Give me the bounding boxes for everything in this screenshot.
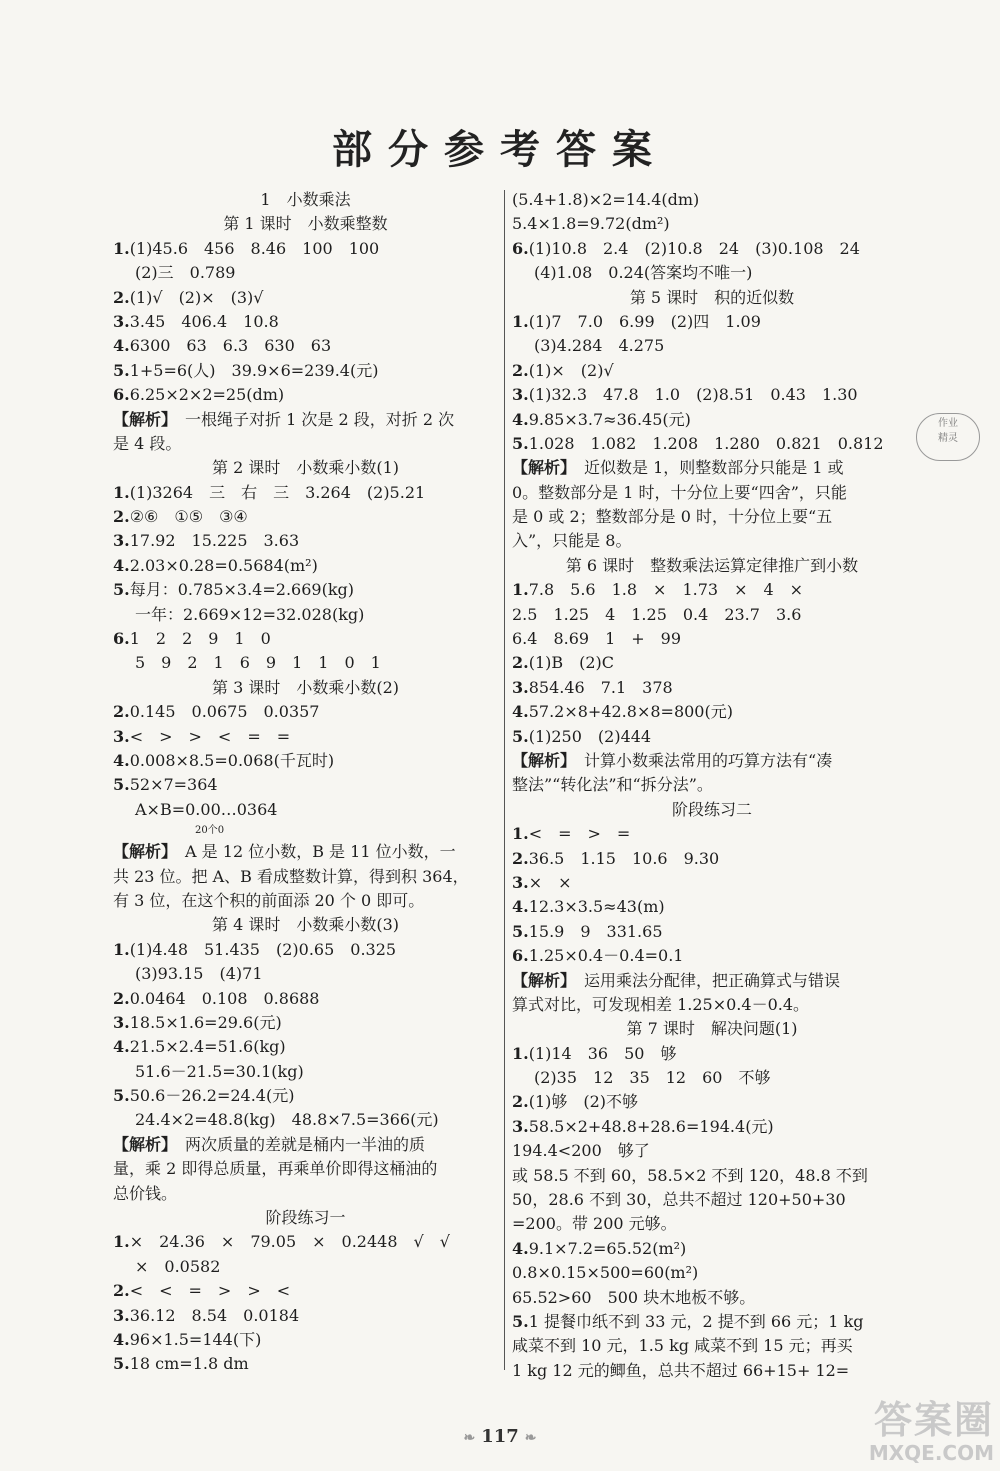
answer-text: 52×7=364 [129, 775, 218, 795]
answer-text: 18 cm=1.8 dm [129, 1354, 249, 1374]
answer-text: 2.5 1.25 4 1.25 0.4 23.7 3.6 [512, 604, 802, 624]
answer-text: ②⑥ ①⑤ ③④ [129, 507, 248, 527]
answer-text: 12.3×3.5≈43(m) [528, 897, 665, 917]
answer-text: 或 58.5 不到 60，58.5×2 不到 120，48.8 不到 [512, 1165, 868, 1185]
answer-line [512, 237, 912, 261]
answer-line [512, 310, 912, 334]
answer-line [113, 1182, 498, 1206]
answer-line [113, 554, 498, 578]
stamp-line-1: 作业 [938, 418, 958, 429]
answer-text: < > > < = = [129, 726, 291, 746]
answer-line [512, 1090, 912, 1114]
answer-text: 96×1.5=144(下) [129, 1329, 262, 1349]
answer-line [113, 1352, 498, 1376]
answer-line [113, 798, 498, 822]
answer-line [512, 383, 912, 407]
answer-line [512, 651, 912, 675]
answer-text: 是 0 或 2；整数部分是 0 时，十分位上要“五 [512, 507, 833, 527]
question-number: 5. [113, 360, 130, 380]
logo-stamp [916, 413, 980, 461]
answer-text: (1)√ (2)× (3)√ [129, 287, 264, 307]
question-number: 1. [113, 1232, 130, 1252]
answer-text: 总价钱。 [113, 1183, 178, 1203]
section-heading [113, 188, 498, 212]
answer-line [512, 773, 912, 797]
answer-line [512, 1139, 912, 1163]
question-number: 2. [113, 988, 130, 1008]
section-heading [512, 554, 912, 578]
answer-text: 3.45 406.4 10.8 [129, 311, 279, 331]
question-number: 4. [512, 897, 529, 917]
question-number: 4. [113, 750, 130, 770]
answer-line [512, 676, 912, 700]
answer-text: (1)7 7.0 6.99 (2)四 1.09 [528, 311, 761, 331]
analysis-tag: 【解析】 [113, 409, 170, 429]
question-number: 1. [512, 824, 529, 844]
answer-text: (1)250 (2)444 [528, 726, 652, 746]
answer-text: 1 提餐巾纸不到 33 元，2 提不到 66 元；1 kg [528, 1311, 864, 1331]
answer-text: A 是 12 位小数，B 是 11 位小数，一 [185, 842, 456, 862]
answer-text: 咸菜不到 10 元，1.5 kg 咸菜不到 15 元；再买 [512, 1336, 853, 1356]
answer-line [113, 840, 498, 864]
answer-line [512, 456, 912, 480]
answer-text: (1)4.48 51.435 (2)0.65 0.325 [129, 939, 397, 959]
watermark-url: MXQE.COM [868, 1441, 994, 1465]
answer-text: 第 4 课时 小数乘小数(3) [211, 915, 400, 935]
question-number: 2. [113, 702, 130, 722]
answer-text: (2)35 12 35 12 60 不够 [534, 1068, 771, 1088]
answer-text: 0.145 0.0675 0.0357 [129, 702, 320, 722]
answer-text: 58.5×2+48.8+28.6=194.4(元) [528, 1116, 774, 1136]
answer-line [113, 603, 498, 627]
answer-text: 每月：0.785×3.4=2.669(kg) [129, 580, 354, 600]
answer-line [113, 700, 498, 724]
answer-text: 入”，只能是 8。 [512, 531, 632, 551]
answer-line [113, 1084, 498, 1108]
answer-text: < = > = [528, 824, 631, 844]
question-number: 5. [113, 775, 130, 795]
answer-text: 5.4×1.8=9.72(dm²) [512, 214, 670, 234]
analysis-tag: 【解析】 [512, 970, 569, 990]
answer-line [113, 822, 498, 840]
answer-line [512, 1359, 912, 1383]
question-number: 4. [113, 336, 130, 356]
page-number: ❧ 117 ❧ [0, 1426, 1000, 1447]
question-number: 1. [512, 580, 529, 600]
answer-line [113, 1304, 498, 1328]
answer-line [113, 1157, 498, 1181]
answer-text: 2.03×0.28=0.5684(m²) [129, 555, 318, 575]
answer-text: A×B=0.00…0364 [135, 799, 278, 819]
answer-line [113, 889, 498, 913]
answer-text: (1)10.8 2.4 (2)10.8 24 (3)0.108 24 [528, 238, 860, 258]
answer-text: 一年：2.669×12=32.028(kg) [135, 604, 365, 624]
answer-text: 17.92 15.225 3.63 [129, 531, 300, 551]
answer-line [113, 1230, 498, 1254]
answer-text: × × [528, 872, 572, 892]
answer-line [113, 725, 498, 749]
answer-text: =200。带 200 元够。 [512, 1214, 677, 1234]
answer-line [512, 212, 912, 236]
answer-text: 5 9 2 1 6 9 1 1 0 1 [135, 653, 381, 673]
answer-line [512, 627, 912, 651]
answer-text: 整法”“转化法”和“拆分法”。 [512, 775, 713, 795]
answer-line [512, 1042, 912, 1066]
answer-text: × 24.36 × 79.05 × 0.2448 √ √ [129, 1232, 450, 1252]
answer-text: 算式对比，可发现相差 1.25×0.4－0.4。 [512, 994, 810, 1014]
answer-text: 第 3 课时 小数乘小数(2) [211, 677, 400, 697]
question-number: 5. [512, 921, 529, 941]
answer-text: 36.5 1.15 10.6 9.30 [528, 848, 720, 868]
answer-line [113, 578, 498, 602]
answer-text: 1.25×0.4－0.4=0.1 [528, 946, 684, 966]
question-number: 3. [113, 726, 130, 746]
answer-text: 计算小数乘法常用的巧算方法有“凑 [584, 750, 833, 770]
answer-line [113, 1255, 498, 1279]
answer-text: 15.9 9 331.65 [528, 921, 663, 941]
answer-text: (1)3264 三 右 三 3.264 (2)5.21 [129, 482, 426, 502]
answer-line [113, 408, 498, 432]
section-heading [113, 676, 498, 700]
answer-line [512, 847, 912, 871]
answer-text: 50.6－26.2=24.4(元) [129, 1086, 295, 1106]
answer-text: (3)4.284 4.275 [534, 336, 665, 356]
section-heading [512, 1017, 912, 1041]
question-number: 1. [512, 1043, 529, 1063]
answer-text: 1+5=6(人) 39.9×6=239.4(元) [129, 360, 379, 380]
answer-line [512, 895, 912, 919]
question-number: 3. [512, 872, 529, 892]
answer-text: 有 3 位，在这个积的前面添 20 个 0 即可。 [113, 890, 425, 910]
answer-text: 6300 63 6.3 630 63 [129, 336, 332, 356]
answer-line [113, 865, 498, 889]
answer-text: 阶段练习一 [265, 1208, 346, 1228]
watermark-main: 答案圈 [873, 1398, 994, 1442]
answer-line [113, 359, 498, 383]
answer-text: 第 6 课时 整数乘法运算定律推广到小数 [565, 555, 859, 575]
question-number: 4. [512, 409, 529, 429]
answer-line [113, 1328, 498, 1352]
answer-line [512, 749, 912, 773]
answer-line [512, 529, 912, 553]
question-number: 5. [113, 580, 130, 600]
answer-text: (1)够 (2)不够 [528, 1092, 639, 1112]
answer-line [512, 1164, 912, 1188]
answer-text: (2)三 0.789 [135, 263, 236, 283]
answer-line [113, 1011, 498, 1035]
question-number: 6. [512, 946, 529, 966]
answer-text: 0.0464 0.108 0.8688 [129, 988, 320, 1008]
answer-text: (3)93.15 (4)71 [135, 964, 263, 984]
answer-text: 6.4 8.69 1 + 99 [512, 629, 682, 649]
question-number: 3. [512, 677, 529, 697]
answer-line [512, 578, 912, 602]
question-number: 4. [113, 1037, 130, 1057]
question-number: 1. [113, 939, 130, 959]
question-number: 6. [512, 238, 529, 258]
section-heading [113, 1206, 498, 1230]
answer-text: 共 23 位。把 A、B 看成整数计算，得到积 364， [113, 866, 469, 886]
answer-line [512, 1334, 912, 1358]
answer-text: 第 1 课时 小数乘整数 [223, 214, 388, 234]
answer-line [113, 773, 498, 797]
question-number: 2. [113, 287, 130, 307]
answer-line [512, 603, 912, 627]
right-answer-column [512, 188, 912, 1383]
answer-line [512, 969, 912, 993]
analysis-tag: 【解析】 [113, 1134, 170, 1154]
answer-text: 两次质量的差就是桶内一半油的质 [185, 1134, 426, 1154]
answer-text: 0.008×8.5=0.068(千瓦时) [129, 750, 335, 770]
answer-line [512, 261, 912, 285]
answer-text: 57.2×8+42.8×8=800(元) [528, 702, 733, 722]
answer-line [512, 481, 912, 505]
question-number: 6. [113, 385, 130, 405]
question-number: 3. [113, 1012, 130, 1032]
page-title: 部分参考答案 [332, 126, 668, 173]
question-number: 5. [512, 726, 529, 746]
answer-line [512, 408, 912, 432]
answer-text: 阶段练习二 [671, 799, 752, 819]
answer-line [113, 938, 498, 962]
answer-line [512, 920, 912, 944]
answer-line [113, 1108, 498, 1132]
answer-line [113, 1133, 498, 1157]
section-heading [512, 286, 912, 310]
answer-line [113, 529, 498, 553]
question-number: 2. [113, 507, 130, 527]
answer-text: 36.12 8.54 0.0184 [129, 1305, 300, 1325]
question-number: 1. [113, 238, 130, 258]
answer-line [512, 700, 912, 724]
answer-text: (4)1.08 0.24(答案均不唯一) [534, 263, 753, 283]
answer-text: 6.25×2×2=25(dm) [129, 385, 285, 405]
answer-text: 第 5 课时 积的近似数 [629, 287, 795, 307]
section-heading [113, 456, 498, 480]
answer-text: 1 小数乘法 [260, 190, 351, 209]
answer-text: (5.4+1.8)×2=14.4(dm) [512, 190, 700, 209]
answer-line [113, 334, 498, 358]
question-number: 2. [512, 848, 529, 868]
answer-line [113, 237, 498, 261]
answer-text: 7.8 5.6 1.8 × 1.73 × 4 × [528, 580, 804, 600]
answer-line [512, 1237, 912, 1261]
question-number: 3. [113, 311, 130, 331]
question-number: 2. [512, 1092, 529, 1112]
question-number: 4. [512, 1238, 529, 1258]
answer-line [512, 432, 912, 456]
question-number: 5. [512, 433, 529, 453]
answer-line [113, 627, 498, 651]
answer-text: 量，乘 2 即得总质量，再乘单价即得这桶油的 [113, 1159, 438, 1179]
section-heading [113, 913, 498, 937]
answer-line [512, 1188, 912, 1212]
answer-text: 51.6－21.5=30.1(kg) [135, 1061, 304, 1081]
answer-text: 18.5×1.6=29.6(元) [129, 1012, 282, 1032]
question-number: 2. [512, 653, 529, 673]
answer-text: 是 4 段。 [113, 433, 182, 453]
question-number: 1. [113, 482, 130, 502]
answer-line [113, 1035, 498, 1059]
left-answer-column [113, 188, 498, 1377]
answer-text: < < = > > < [129, 1281, 291, 1301]
answer-text: 9.1×7.2=65.52(m²) [528, 1238, 687, 1258]
answer-line [512, 822, 912, 846]
answer-line [512, 359, 912, 383]
column-divider [504, 190, 505, 1370]
answer-line [113, 481, 498, 505]
answer-line [113, 749, 498, 773]
answer-text: 1 kg 12 元的鲫鱼，总共不超过 66+15+ 12= [512, 1360, 850, 1380]
question-number: 5. [113, 1354, 130, 1374]
answer-line [512, 944, 912, 968]
answer-line [512, 1066, 912, 1090]
answer-line [512, 993, 912, 1017]
question-number: 1. [512, 311, 529, 331]
question-number: 4. [113, 555, 130, 575]
answer-text: 24.4×2=48.8(kg) 48.8×7.5=366(元) [135, 1110, 439, 1130]
answer-line [512, 1310, 912, 1334]
answer-line [113, 505, 498, 529]
question-number: 3. [113, 1305, 130, 1325]
answer-text: 0.8×0.15×500=60(m²) [512, 1263, 699, 1283]
answer-text: (1)× (2)√ [528, 360, 614, 380]
answer-line [113, 1279, 498, 1303]
answer-text: 近似数是 1，则整数部分只能是 1 或 [584, 458, 844, 478]
answer-text: 50，28.6 不到 30，总共不超过 120+50+30 [512, 1190, 846, 1210]
answer-text: 20个0 [195, 825, 225, 837]
answer-text: 运用乘法分配律，把正确算式与错误 [584, 970, 841, 990]
question-number: 6. [113, 629, 130, 649]
answer-line [113, 1060, 498, 1084]
answer-line [113, 383, 498, 407]
question-number: 5. [512, 1311, 529, 1331]
answer-line [512, 871, 912, 895]
answer-line [113, 286, 498, 310]
answer-text: 854.46 7.1 378 [528, 677, 673, 697]
section-heading [113, 212, 498, 236]
answer-line [512, 505, 912, 529]
analysis-tag: 【解析】 [113, 842, 170, 862]
answer-text: 第 7 课时 解决问题(1) [626, 1019, 798, 1039]
answer-line [512, 1286, 912, 1310]
answer-line [113, 310, 498, 334]
question-number: 5. [113, 1086, 130, 1106]
answer-text: 21.5×2.4=51.6(kg) [129, 1037, 286, 1057]
question-number: 3. [512, 385, 529, 405]
question-number: 4. [512, 702, 529, 722]
answer-text: 0。整数部分是 1 时，十分位上要“四舍”，只能 [512, 482, 847, 502]
section-heading [512, 798, 912, 822]
answer-text: 第 2 课时 小数乘小数(1) [211, 458, 400, 478]
question-number: 2. [113, 1281, 130, 1301]
answer-line [512, 725, 912, 749]
answer-line [512, 334, 912, 358]
answer-text: (1)45.6 456 8.46 100 100 [129, 238, 380, 258]
answer-text: 一根绳子对折 1 次是 2 段，对折 2 次 [185, 409, 455, 429]
question-number: 2. [512, 360, 529, 380]
answer-text: (1)14 36 50 够 [528, 1043, 677, 1063]
question-number: 4. [113, 1329, 130, 1349]
answer-line [113, 261, 498, 285]
analysis-tag: 【解析】 [512, 458, 569, 478]
answer-line [113, 432, 498, 456]
answer-line [512, 1261, 912, 1285]
answer-text: (1)32.3 47.8 1.0 (2)8.51 0.43 1.30 [528, 385, 858, 405]
answer-line [113, 987, 498, 1011]
answer-line [113, 962, 498, 986]
answer-line [512, 1212, 912, 1236]
answer-text: 65.52>60 500 块木地板不够。 [512, 1287, 756, 1307]
answer-line [512, 188, 912, 212]
analysis-tag: 【解析】 [512, 750, 569, 770]
watermark [814, 1398, 994, 1468]
answer-text: 194.4<200 够了 [512, 1141, 650, 1161]
answer-line [113, 651, 498, 675]
question-number: 3. [512, 1116, 529, 1136]
stamp-line-2: 精灵 [938, 433, 958, 444]
answer-line [512, 1115, 912, 1139]
answer-text: 1 2 2 9 1 0 [129, 629, 271, 649]
question-number: 3. [113, 531, 130, 551]
answer-text: (1)B (2)C [528, 653, 615, 673]
answer-text: × 0.0582 [135, 1256, 221, 1276]
answer-text: 1.028 1.082 1.208 1.280 0.821 0.812 [528, 433, 884, 453]
answer-text: 9.85×3.7≈36.45(元) [528, 409, 691, 429]
